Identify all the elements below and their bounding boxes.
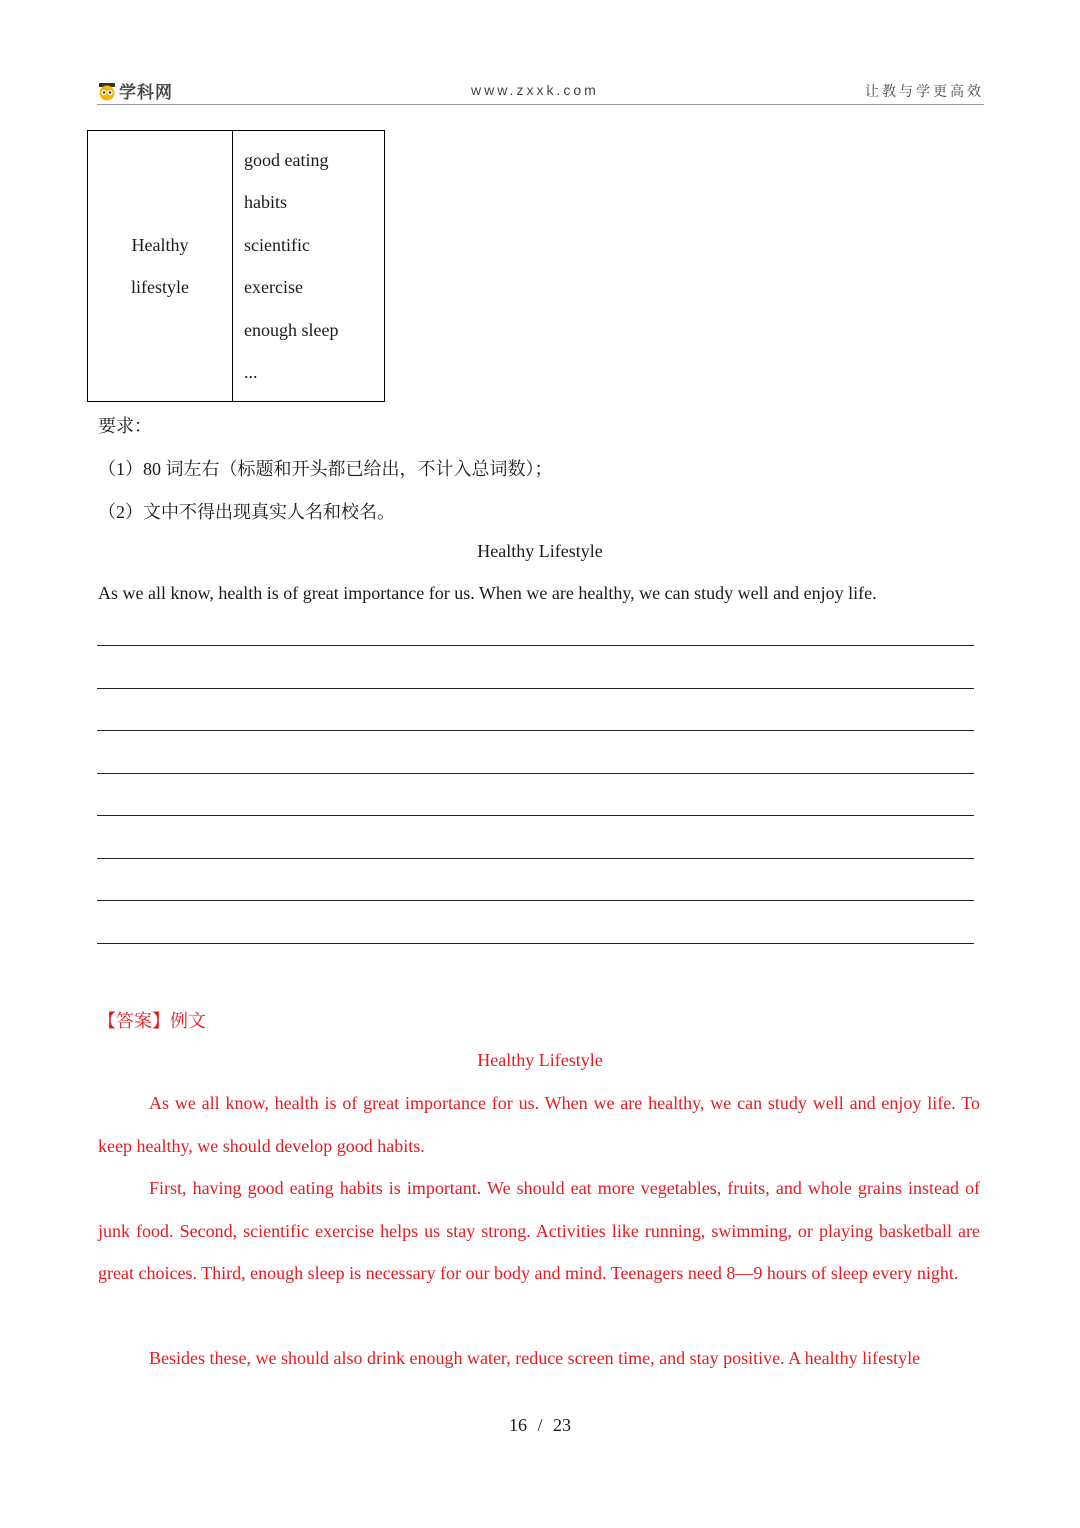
answer-label: 【答案】例文 [98, 1011, 206, 1031]
writing-line [97, 815, 974, 816]
writing-line [97, 943, 974, 944]
point-line: scientific [244, 234, 310, 255]
writing-line [97, 645, 974, 646]
answer-paragraph [98, 1082, 980, 1167]
owl-logo-icon [97, 81, 117, 101]
point-line: habits [244, 192, 287, 212]
page-number: 16 / 23 [508, 1415, 571, 1435]
answer-paragraph [98, 1167, 980, 1295]
writing-line [97, 900, 974, 901]
answer-paragraph-text: Besides these, we should also drink enough water, reduce screen time, and stay positive. A healthy lifestyle [149, 1348, 921, 1368]
writing-line [97, 688, 974, 689]
answer-paragraph [98, 1337, 980, 1380]
writing-line [97, 730, 974, 731]
writing-line [97, 858, 974, 859]
points-cell [233, 131, 385, 402]
essay-opening: As we all know, health is of great importance for us. When we are healthy, we can study well and enjoy life. [98, 583, 877, 603]
topic-line: Healthy [131, 234, 189, 255]
essay-title: Healthy Lifestyle [477, 541, 603, 561]
requirements-label: 要求： [98, 416, 152, 436]
point-line: ... [244, 362, 258, 382]
requirement-item: （2）文中不得出现真实人名和校名。 [98, 502, 395, 522]
point-line: good eating [244, 149, 329, 170]
answer-paragraph-text: As we all know, health is of great importance for us. When we are healthy, we can study well and enjoy life. To keep healthy, we should develop good habits. [98, 1093, 980, 1156]
site-url: www.zxxk.com [471, 82, 599, 98]
outline-table [87, 130, 385, 402]
point-line: exercise [244, 277, 303, 297]
requirement-item: （1）80 词左右（标题和开头都已给出，不计入总词数）； [98, 459, 553, 479]
topic-cell [88, 131, 233, 402]
topic-line: lifestyle [131, 277, 189, 297]
answer-paragraph-text: First, having good eating habits is important. We should eat more vegetables, fruits, and whole grains instead of junk food. Second, scientific exercise helps us stay strong. Activities like running, swimming, or playing basketball are great choices. Third, enough sleep is necessary for our body and mind. Teenagers need 8—9 hours of sleep every night. [98, 1178, 980, 1283]
point-line: enough sleep [244, 319, 339, 340]
page-header [97, 74, 984, 105]
header-slogan: 让教与学更高效 [865, 84, 984, 100]
answer-title: Healthy Lifestyle [477, 1050, 603, 1070]
site-logo [97, 78, 173, 103]
writing-line [97, 773, 974, 774]
logo-text: 学科网 [119, 83, 173, 103]
